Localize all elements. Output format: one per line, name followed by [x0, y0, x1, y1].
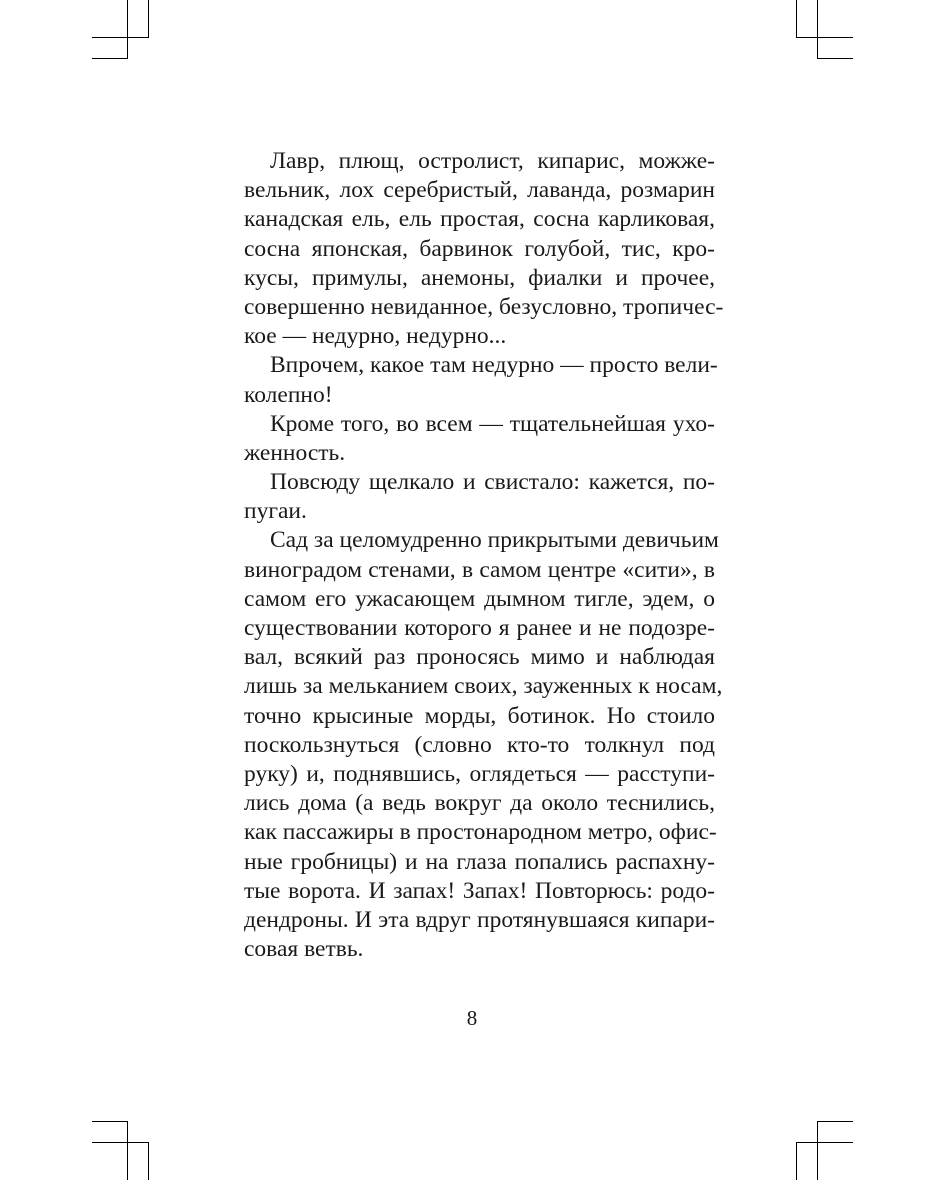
- text-line: кое — недурно, недурно...: [244, 323, 507, 350]
- text-line: точно крысиные морды, ботинок. Но стоило: [244, 702, 715, 729]
- text-line: кусы, примулы, анемоны, фиалки и прочее,: [244, 264, 715, 291]
- text-line: женность.: [244, 439, 346, 466]
- crop-mark: [92, 1121, 127, 1122]
- text-line: лишь за мельканием своих, зауженных к носам,: [244, 673, 723, 700]
- text-line: пугаи.: [244, 498, 307, 525]
- page-number: 8: [466, 1006, 478, 1030]
- text-line: Кроме того, во всем — тщательнейшая ухо-: [270, 410, 715, 437]
- crop-mark: [796, 1142, 797, 1180]
- text-line: канадская ель, ель простая, сосна карликовая,: [244, 206, 715, 233]
- text-line: Впрочем, какое там недурно — просто вели-: [270, 352, 718, 379]
- text-line: вал, всякий раз проносясь мимо и наблюдая: [244, 644, 715, 671]
- text-line: колепно!: [244, 381, 333, 408]
- crop-mark: [817, 1121, 818, 1180]
- crop-mark: [127, 0, 128, 59]
- crop-mark: [92, 1142, 149, 1143]
- text-line: виноградом стенами, в самом центре «сити», в: [244, 556, 715, 583]
- text-line: сосна японская, барвинок голубой, тис, кро-: [244, 235, 715, 262]
- text-line: Сад за целомудренно прикрытыми девичьим: [270, 527, 719, 554]
- crop-mark: [796, 1142, 853, 1143]
- crop-mark: [92, 58, 127, 59]
- text-line: дендроны. И эта вдруг протянувшаяся кипари-: [244, 906, 715, 933]
- crop-mark: [796, 37, 853, 38]
- crop-mark: [817, 58, 853, 59]
- text-line: совершенно невиданное, безусловно, тропичес-: [244, 293, 724, 320]
- text-line: как пассажиры в простонародном метро, офис-: [244, 819, 717, 846]
- text-line: лись дома (а ведь вокруг да около теснились,: [244, 790, 715, 817]
- body-text: [244, 147, 724, 964]
- crop-mark: [817, 0, 818, 59]
- crop-mark: [127, 1121, 128, 1180]
- crop-mark: [796, 0, 797, 37]
- crop-mark: [148, 1142, 149, 1180]
- text-line: поскользнуться (словно кто-то толкнул под: [244, 731, 715, 758]
- text-line: существовании которого я ранее и не подозре-: [244, 615, 715, 641]
- text-line: вельник, лох серебристый, лаванда, розмарин: [244, 177, 715, 204]
- crop-mark: [92, 37, 149, 38]
- crop-mark: [148, 0, 149, 37]
- text-line: руку) и, поднявшись, оглядеться — расступи-: [244, 760, 715, 787]
- text-line: тые ворота. И запах! Запах! Повторюсь: родо-: [244, 877, 715, 904]
- text-line: совая ветвь.: [244, 936, 364, 963]
- text-line: Повсюду щелкало и свистало: кажется, по-: [270, 469, 715, 496]
- crop-mark: [817, 1121, 853, 1122]
- text-line: самом его ужасающем дымном тигле, эдем, о: [244, 585, 715, 612]
- text-line: Лавр, плющ, остролист, кипарис, можже-: [270, 148, 715, 174]
- text-line: ные гробницы) и на глаза попались распахну-: [244, 848, 715, 875]
